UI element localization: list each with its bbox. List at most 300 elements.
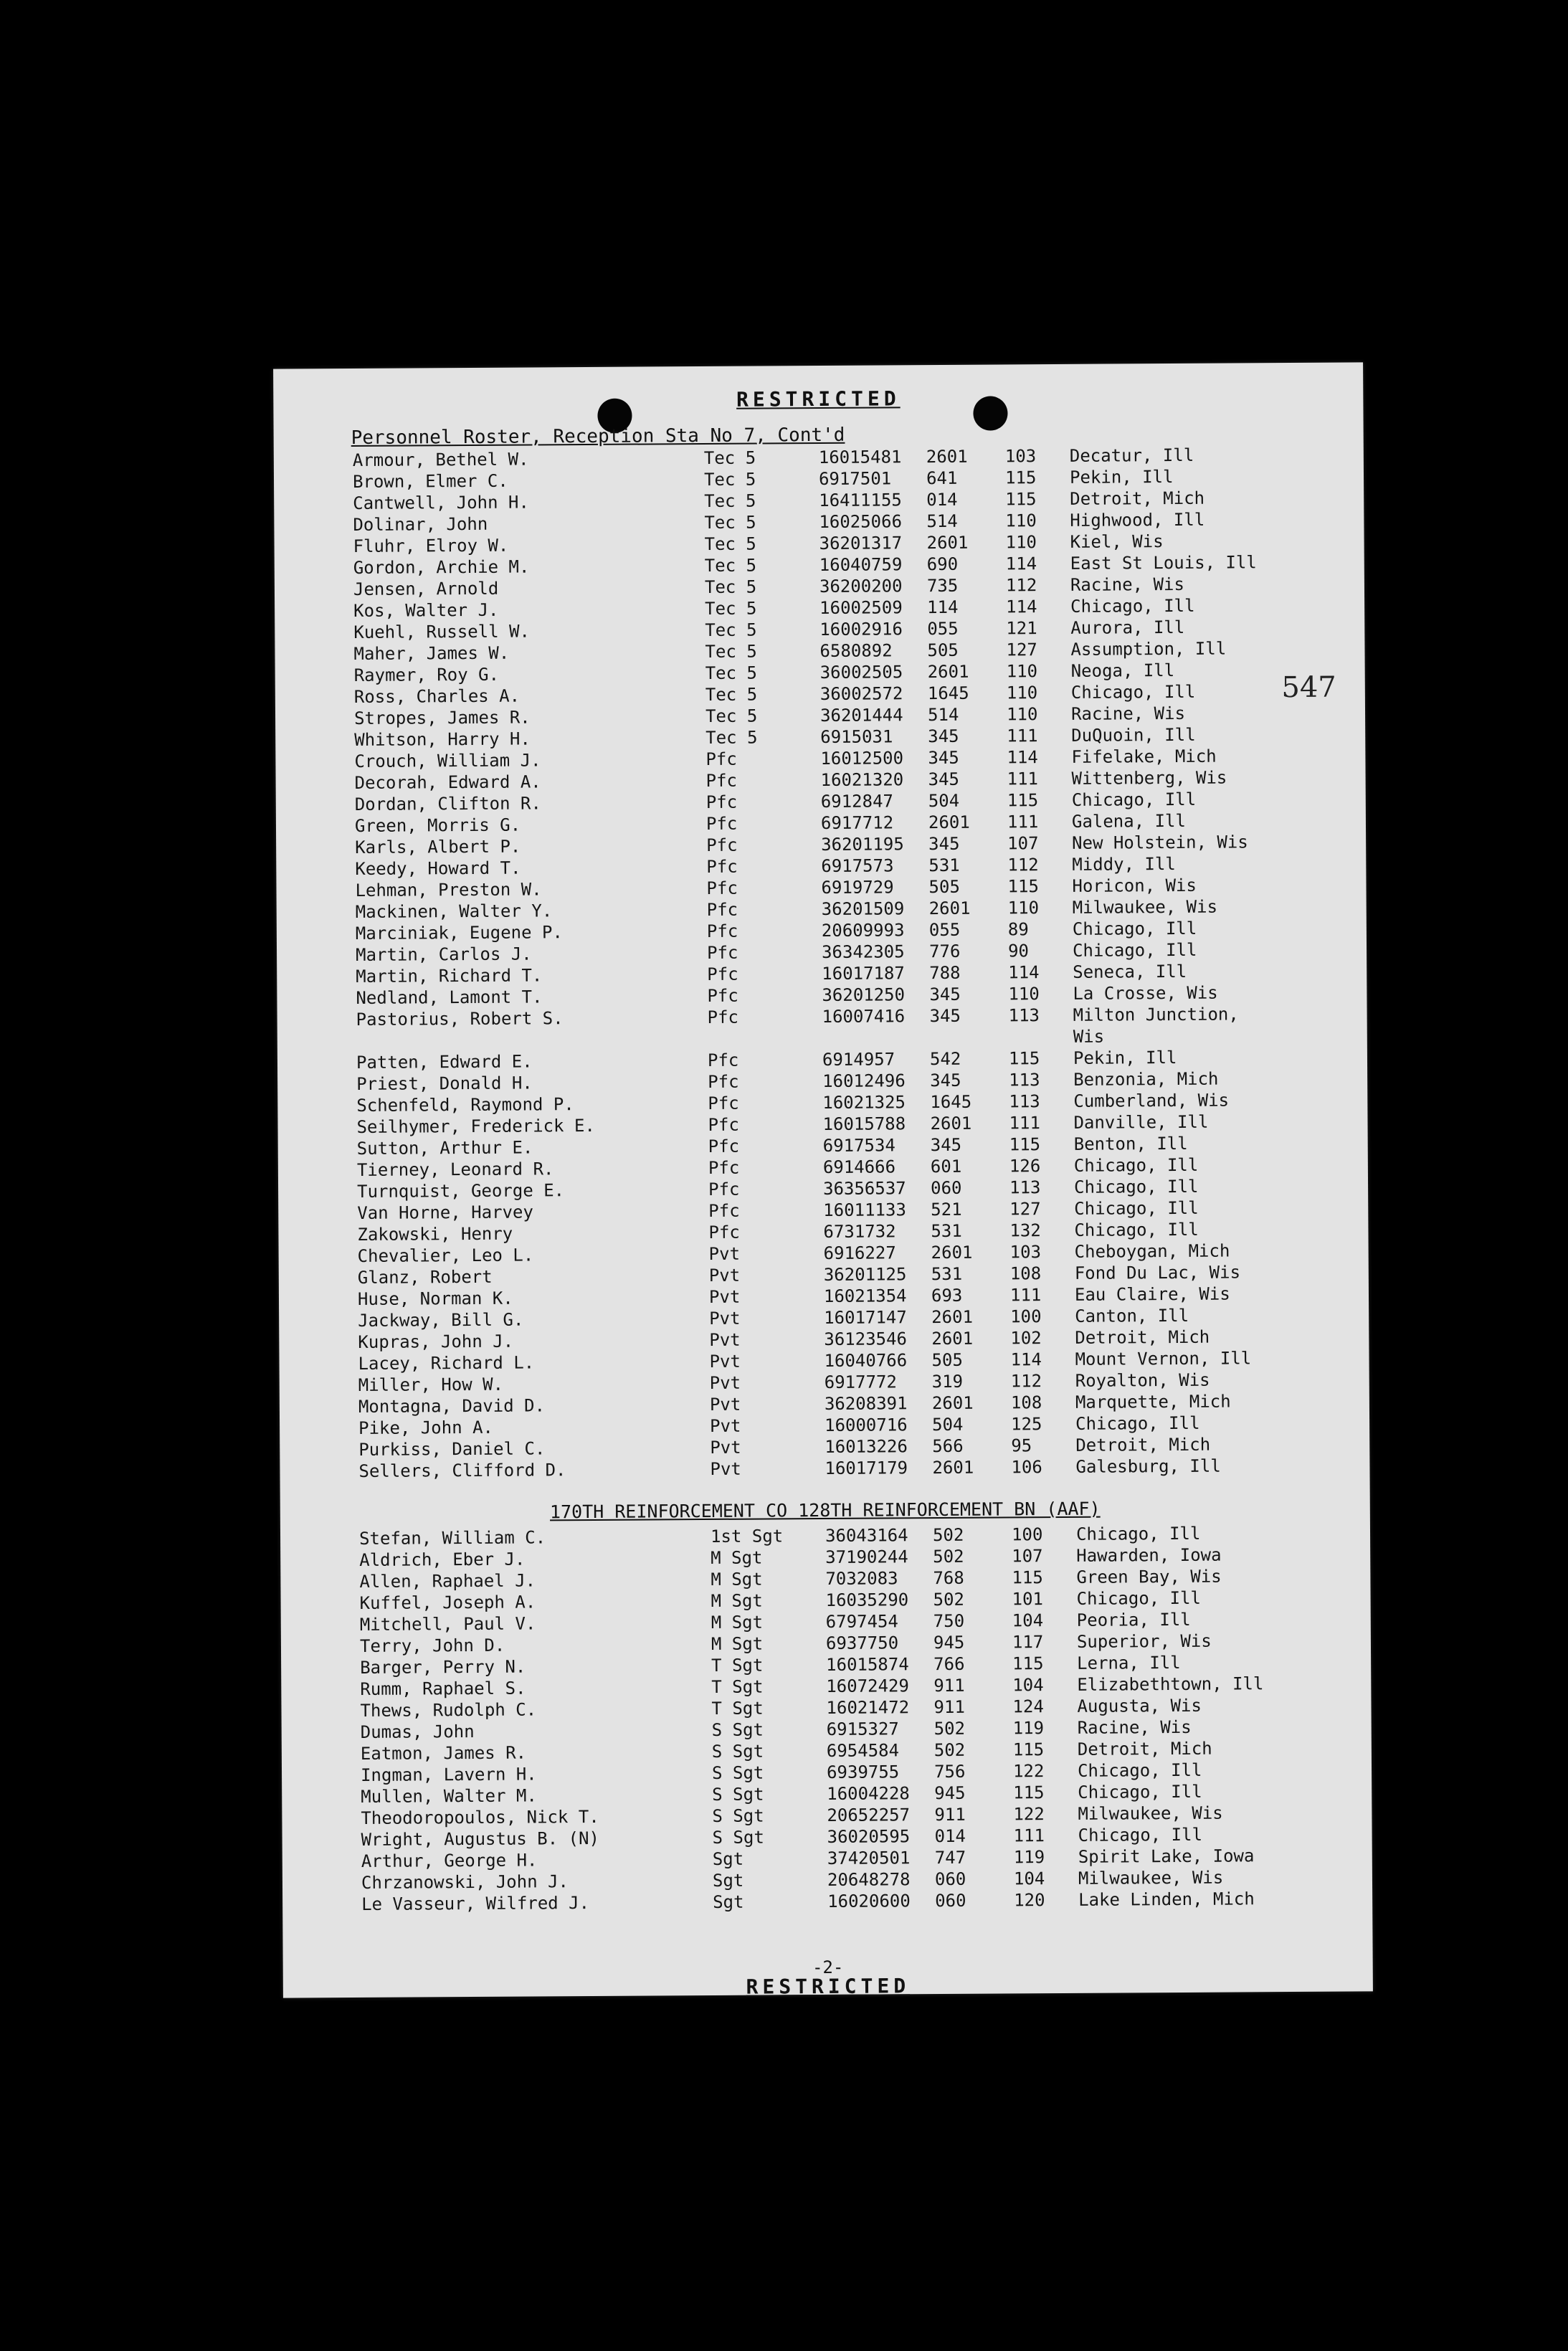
roster-name: Ross, Charles A. <box>353 685 521 707</box>
roster-home: New Holstein, Wis <box>1072 832 1248 853</box>
roster-grade: Tec 5 <box>704 512 756 533</box>
roster-code: 89 <box>1007 919 1029 940</box>
roster-grade: Pfc <box>708 1093 739 1113</box>
roster-home: Galesburg, Ill <box>1075 1455 1221 1477</box>
roster-serial: 16017147 <box>824 1307 907 1328</box>
roster-name: Lehman, Preston W. <box>355 879 542 901</box>
roster-home: Marquette, Mich <box>1075 1391 1231 1412</box>
roster-serial: 36201195 <box>821 834 904 855</box>
roster-mos: 2601 <box>932 1457 974 1478</box>
roster-name: Dolinar, John <box>353 513 488 535</box>
roster-name: Kuffel, Joseph A. <box>359 1592 536 1613</box>
roster-home: Highwood, Ill <box>1070 509 1205 531</box>
roster-name: Mullen, Walter M. <box>361 1785 537 1807</box>
roster-home: DuQuoin, Ill <box>1071 724 1196 746</box>
roster-name: Nedland, Lamont T. <box>356 987 543 1008</box>
roster-mos: 756 <box>933 1761 966 1782</box>
roster-home: Cumberland, Wis <box>1073 1090 1230 1111</box>
roster-code: 127 <box>1009 1199 1041 1220</box>
roster-serial: 16015788 <box>822 1113 906 1135</box>
roster-code: 110 <box>1005 510 1037 531</box>
roster-home: Fond Du Lac, Wis <box>1074 1262 1241 1283</box>
roster-grade: Pfc <box>708 1136 740 1156</box>
roster-serial: 16021472 <box>826 1697 910 1718</box>
roster-home: Chicago, Ill <box>1074 1197 1199 1219</box>
roster-code: 119 <box>1012 1718 1045 1739</box>
roster-name: Eatmon, James R. <box>360 1742 527 1764</box>
roster-mos: 060 <box>935 1890 966 1911</box>
roster-serial: 36201250 <box>822 984 906 1006</box>
roster-code: 126 <box>1009 1156 1041 1177</box>
roster-grade: S Sgt <box>712 1805 764 1826</box>
roster-serial: 6915327 <box>826 1719 899 1739</box>
roster-grade: Pfc <box>705 792 738 812</box>
roster-home: Benton, Ill <box>1073 1133 1188 1154</box>
roster-home: Eau Claire, Wis <box>1074 1283 1230 1305</box>
roster-home: Decatur, Ill <box>1069 445 1194 466</box>
roster-serial: 16015481 <box>818 447 902 468</box>
roster-serial: 6731732 <box>823 1221 896 1242</box>
roster-mos: 345 <box>928 833 960 855</box>
roster-code: 110 <box>1005 532 1037 553</box>
roster-name: Thews, Rudolph C. <box>360 1699 537 1721</box>
roster-grade: T Sgt <box>711 1655 764 1676</box>
roster-serial: 16025066 <box>819 511 903 533</box>
roster-serial: 37420501 <box>827 1848 911 1868</box>
roster-home: La Crosse, Wis <box>1073 982 1218 1004</box>
roster-code: 122 <box>1012 1761 1045 1782</box>
roster-grade: Tec 5 <box>705 662 758 683</box>
roster-serial: 36201317 <box>819 533 903 554</box>
roster-grade: M Sgt <box>711 1612 764 1633</box>
roster-serial: 16020600 <box>827 1891 911 1911</box>
roster-name: Pastorius, Robert S. <box>356 1008 564 1030</box>
roster-mos: 502 <box>933 1546 964 1567</box>
roster-serial: 16002916 <box>819 619 903 640</box>
roster-code: 119 <box>1013 1847 1045 1868</box>
roster-code: 113 <box>1008 1005 1040 1026</box>
roster-home: Hawarden, Iowa <box>1076 1544 1222 1566</box>
roster-home: Chicago, Ill <box>1070 681 1196 703</box>
roster-name: Pike, John A. <box>358 1417 494 1438</box>
roster-mos: 504 <box>932 1414 964 1435</box>
roster-home: Augusta, Wis <box>1077 1695 1202 1716</box>
roster-code: 120 <box>1014 1890 1045 1911</box>
roster-code: 107 <box>1007 833 1039 854</box>
roster-grade: Pvt <box>708 1243 741 1264</box>
roster-home: Chicago, Ill <box>1076 1587 1202 1609</box>
roster-serial: 16411155 <box>819 490 902 511</box>
roster-grade: Sgt <box>712 1848 744 1869</box>
roster-mos: 319 <box>931 1371 964 1392</box>
roster-mos: 345 <box>929 1005 961 1027</box>
roster-home: Horicon, Wis <box>1072 875 1197 896</box>
roster-grade: S Sgt <box>711 1719 764 1740</box>
roster-code: 111 <box>1007 769 1039 789</box>
roster-name: Huse, Norman K. <box>357 1288 513 1309</box>
roster-serial: 16002509 <box>819 597 903 619</box>
roster-code: 115 <box>1012 1567 1043 1588</box>
roster-home: Chicago, Ill <box>1073 1154 1199 1176</box>
roster-name: Martin, Carlos J. <box>355 944 532 965</box>
roster-serial: 16017179 <box>825 1458 908 1478</box>
roster-mos: 601 <box>930 1156 962 1177</box>
roster-home: Chicago, Ill <box>1070 595 1195 617</box>
roster-name: Armour, Bethel W. <box>352 449 529 470</box>
classification-footer: RESTRICTED <box>746 1974 911 1999</box>
roster-home: Benzonia, Mich <box>1073 1068 1219 1090</box>
roster-home: Lake Linden, Mich <box>1078 1889 1255 1910</box>
roster-serial: 6917534 <box>822 1135 895 1156</box>
roster-name: Dordan, Clifton R. <box>354 793 541 814</box>
roster-serial: 36201444 <box>819 705 903 726</box>
roster-mos: 060 <box>934 1868 966 1890</box>
classification-header: RESTRICTED <box>736 386 901 412</box>
roster-code: 111 <box>1013 1825 1045 1846</box>
roster-name: Glanz, Robert <box>357 1266 493 1288</box>
roster-serial: 16011133 <box>823 1200 906 1220</box>
roster-code: 111 <box>1009 1113 1040 1134</box>
roster-grade: M Sgt <box>711 1569 763 1590</box>
roster-mos: 505 <box>928 876 960 898</box>
roster-code: 104 <box>1012 1610 1044 1631</box>
roster-name: Lacey, Richard L. <box>358 1352 535 1374</box>
roster-code: 110 <box>1006 683 1038 703</box>
roster-name: Keedy, Howard T. <box>355 858 521 879</box>
roster-code: 100 <box>1010 1306 1042 1327</box>
roster-serial: 6916227 <box>823 1243 896 1263</box>
roster-code: 110 <box>1007 898 1040 918</box>
roster-serial: 6917772 <box>824 1372 897 1392</box>
roster-grade: Tec 5 <box>703 447 756 468</box>
roster-grade: Sgt <box>712 1870 744 1891</box>
roster-serial: 6939755 <box>826 1762 900 1782</box>
roster-name: Stropes, James R. <box>353 707 531 728</box>
roster-name: Kupras, John J. <box>358 1331 514 1352</box>
roster-home: Wis <box>1073 1026 1105 1047</box>
roster-grade: Pfc <box>708 1157 740 1178</box>
roster-code: 111 <box>1009 1285 1042 1306</box>
roster-serial: 6915031 <box>820 726 893 748</box>
roster-name: Karls, Albert P. <box>355 836 521 858</box>
roster-home: Chicago, Ill <box>1073 1176 1199 1197</box>
roster-grade: Pfc <box>708 1071 739 1092</box>
roster-home: Aurora, Ill <box>1070 617 1185 638</box>
roster-name: Patten, Edward E. <box>356 1051 533 1073</box>
roster-name: Jackway, Bill G. <box>358 1309 524 1331</box>
roster-code: 132 <box>1009 1220 1041 1241</box>
roster-code: 115 <box>1012 1739 1045 1760</box>
roster-home: East St Louis, Ill <box>1070 552 1257 574</box>
roster-code: 117 <box>1012 1632 1044 1653</box>
roster-grade: Tec 5 <box>703 469 756 490</box>
roster-serial: 36201509 <box>821 898 905 920</box>
roster-code: 114 <box>1010 1349 1042 1370</box>
roster-grade: Pvt <box>708 1265 741 1286</box>
roster-grade: Pfc <box>708 1200 740 1221</box>
roster-name: Priest, Donald H. <box>356 1073 533 1094</box>
roster-name: Jensen, Arnold <box>353 578 499 599</box>
roster-home: Chicago, Ill <box>1078 1824 1203 1846</box>
roster-serial: 20609993 <box>821 920 905 941</box>
roster-code: 104 <box>1012 1675 1044 1696</box>
roster-code: 115 <box>1005 489 1037 510</box>
roster-grade: Pvt <box>709 1329 741 1350</box>
roster-code: 110 <box>1006 704 1038 725</box>
roster-grade: Pvt <box>710 1415 741 1436</box>
roster-name: Whitson, Harry H. <box>354 728 531 750</box>
roster-grade: Pvt <box>710 1458 741 1479</box>
roster-code: 115 <box>1008 1048 1040 1069</box>
roster-code: 115 <box>1012 1653 1044 1674</box>
roster-grade: Tec 5 <box>705 641 757 662</box>
roster-grade: Pfc <box>705 770 738 791</box>
roster-serial: 36342305 <box>821 941 905 963</box>
roster-home: Fifelake, Mich <box>1071 746 1217 767</box>
roster-mos: 768 <box>933 1567 964 1589</box>
roster-name: Schenfeld, Raymond P. <box>356 1094 574 1116</box>
roster-mos: 542 <box>929 1048 961 1070</box>
roster-serial: 6914666 <box>822 1156 896 1178</box>
roster-name: Mitchell, Paul V. <box>359 1613 536 1635</box>
roster-serial: 6937750 <box>825 1633 899 1653</box>
roster-name: Montagna, David D. <box>358 1395 546 1417</box>
roster-code: 103 <box>1004 446 1037 467</box>
roster-name: Chevalier, Leo L. <box>357 1245 534 1266</box>
roster-serial: 16007416 <box>822 1006 906 1027</box>
roster-home: Kiel, Wis <box>1070 531 1164 552</box>
roster-mos: 055 <box>927 618 959 640</box>
roster-home: Milton Junction, <box>1073 1004 1239 1025</box>
roster-mos: 1645 <box>930 1091 972 1113</box>
roster-name: Raymer, Roy G. <box>353 664 500 685</box>
roster-code: 103 <box>1009 1242 1042 1263</box>
roster-grade: Tec 5 <box>704 576 757 597</box>
roster-name: Green, Morris G. <box>354 814 521 836</box>
page-number-label: -2- <box>812 1957 844 1978</box>
roster-mos: 690 <box>926 554 959 575</box>
roster-mos: 911 <box>933 1675 965 1696</box>
roster-serial: 6954584 <box>826 1740 900 1761</box>
roster-grade: Tec 5 <box>705 706 758 726</box>
roster-code: 115 <box>1007 790 1039 811</box>
roster-grade: Pfc <box>705 749 737 769</box>
roster-name: Miller, How W. <box>358 1374 504 1395</box>
roster-name: Terry, John D. <box>359 1635 505 1656</box>
roster-code: 125 <box>1010 1414 1042 1435</box>
roster-code: 122 <box>1013 1804 1045 1825</box>
roster-code: 124 <box>1012 1696 1044 1717</box>
roster-grade: S Sgt <box>711 1741 764 1762</box>
roster-serial: 16072429 <box>826 1676 909 1696</box>
roster-code: 101 <box>1012 1589 1044 1610</box>
roster-mos: 502 <box>933 1718 966 1739</box>
roster-home: Cheboygan, Mich <box>1074 1240 1230 1262</box>
roster-mos: 2601 <box>931 1306 974 1328</box>
roster-serial: 6917573 <box>821 855 894 877</box>
roster-code: 112 <box>1010 1371 1042 1392</box>
roster-home: Elizabethtown, Ill <box>1077 1673 1264 1695</box>
roster-home: Chicago, Ill <box>1074 1219 1199 1240</box>
roster-grade: Pvt <box>709 1394 741 1415</box>
roster-code: 107 <box>1012 1546 1043 1567</box>
roster-name: Ingman, Lavern H. <box>360 1764 537 1785</box>
roster-home: Racine, Wis <box>1070 703 1186 724</box>
roster-name: Sellers, Clifford D. <box>358 1460 566 1481</box>
roster-mos: 345 <box>930 1070 961 1091</box>
roster-mos: 2601 <box>927 661 969 683</box>
document-page <box>273 362 1373 1998</box>
roster-serial: 6580892 <box>819 640 893 662</box>
roster-home: Seneca, Ill <box>1073 961 1187 982</box>
roster-home: Pekin, Ill <box>1073 1047 1177 1068</box>
roster-grade: Pfc <box>708 1114 739 1135</box>
roster-mos: 2601 <box>926 532 969 554</box>
section-heading: 170TH REINFORCEMENT CO 128TH REINFORCEMENT BN (AAF) <box>549 1498 1101 1523</box>
roster-mos: 504 <box>928 790 960 812</box>
roster-home: Royalton, Wis <box>1075 1369 1210 1391</box>
roster-serial: 36002505 <box>819 662 903 683</box>
roster-home: Milwaukee, Wis <box>1078 1803 1223 1824</box>
roster-name: Seilhymer, Frederick E. <box>356 1115 595 1137</box>
roster-grade: Tec 5 <box>705 727 758 748</box>
roster-grade: Tec 5 <box>704 533 756 554</box>
roster-code: 108 <box>1010 1392 1042 1413</box>
roster-serial: 16000716 <box>825 1415 908 1435</box>
roster-serial: 6917501 <box>818 468 892 490</box>
roster-code: 106 <box>1011 1457 1042 1478</box>
roster-home: Chicago, Ill <box>1072 918 1197 939</box>
roster-home: Peoria, Ill <box>1076 1609 1191 1630</box>
roster-name: Fluhr, Elroy W. <box>353 535 509 556</box>
roster-home: Detroit, Mich <box>1075 1434 1211 1455</box>
roster-home: Middy, Ill <box>1072 853 1176 875</box>
roster-grade: T Sgt <box>711 1676 764 1697</box>
roster-code: 127 <box>1006 640 1037 660</box>
roster-name: Cantwell, John H. <box>353 492 529 513</box>
roster-serial: 37190244 <box>825 1547 908 1567</box>
roster-grade: Tec 5 <box>705 684 758 705</box>
roster-grade: Pfc <box>706 942 738 963</box>
roster-mos: 693 <box>931 1285 963 1306</box>
roster-grade: Pfc <box>706 878 738 898</box>
roster-mos: 502 <box>933 1589 965 1610</box>
roster-mos: 345 <box>930 1134 962 1156</box>
roster-code: 115 <box>1007 876 1039 897</box>
roster-name: Theodoropoulos, Nick T. <box>361 1806 599 1828</box>
page-stamp-number: 547 <box>1281 670 1336 705</box>
roster-grade: M Sgt <box>711 1547 763 1568</box>
roster-home: Pekin, Ill <box>1069 466 1174 488</box>
roster-name: Aldrich, Eber J. <box>359 1549 526 1570</box>
roster-name: Crouch, William J. <box>354 750 541 771</box>
roster-name: Mackinen, Walter Y. <box>355 901 553 922</box>
roster-grade: Pfc <box>707 1007 739 1027</box>
roster-mos: 055 <box>928 919 961 941</box>
roster-grade: Pfc <box>705 813 738 834</box>
roster-grade: Pfc <box>706 856 738 877</box>
roster-home: Milwaukee, Wis <box>1078 1867 1224 1889</box>
roster-mos: 345 <box>929 984 961 1005</box>
roster-code: 115 <box>1004 467 1037 488</box>
roster-code: 113 <box>1009 1091 1040 1112</box>
roster-serial: 16004228 <box>827 1783 910 1804</box>
roster-serial: 6914957 <box>822 1049 895 1070</box>
roster-serial: 6797454 <box>825 1611 899 1632</box>
roster-mos: 345 <box>928 747 959 769</box>
roster-code: 113 <box>1009 1177 1041 1198</box>
roster-name: Purkiss, Daniel C. <box>358 1438 546 1460</box>
roster-name: Sutton, Arthur E. <box>356 1137 533 1159</box>
roster-name: Tierney, Leonard R. <box>356 1159 554 1180</box>
roster-grade: S Sgt <box>712 1827 764 1848</box>
roster-grade: Pfc <box>707 964 738 984</box>
roster-code: 111 <box>1007 726 1038 746</box>
roster-name: Turnquist, George E. <box>356 1180 565 1202</box>
roster-mos: 945 <box>934 1782 966 1804</box>
roster-grade: Pvt <box>710 1437 741 1458</box>
roster-grade: Pfc <box>707 1050 739 1070</box>
roster-home: Neoga, Ill <box>1070 660 1175 681</box>
roster-mos: 750 <box>933 1610 965 1632</box>
roster-code: 114 <box>1007 747 1038 768</box>
roster-name: Gordon, Archie M. <box>353 556 530 578</box>
roster-grade: Tec 5 <box>704 555 757 576</box>
roster-code: 115 <box>1013 1782 1045 1803</box>
roster-grade: Pfc <box>707 985 738 1006</box>
roster-code: 114 <box>1008 962 1040 983</box>
roster-home: Chicago, Ill <box>1075 1412 1200 1434</box>
roster-grade: S Sgt <box>711 1762 764 1783</box>
roster-mos: 735 <box>926 575 959 597</box>
roster-mos: 502 <box>932 1524 964 1546</box>
roster-home: Detroit, Mich <box>1070 488 1205 509</box>
roster-mos: 060 <box>930 1177 962 1199</box>
roster-serial: 36201125 <box>823 1264 907 1285</box>
roster-grade: Sgt <box>713 1891 744 1912</box>
roster-home: Detroit, Mich <box>1077 1738 1212 1759</box>
roster-home: Spirit Lake, Iowa <box>1078 1846 1255 1867</box>
roster-mos: 514 <box>926 510 958 532</box>
roster-mos: 2601 <box>931 1242 973 1263</box>
roster-home: Green Bay, Wis <box>1076 1566 1222 1587</box>
roster-mos: 505 <box>931 1349 963 1371</box>
roster-code: 112 <box>1005 575 1037 596</box>
roster-serial: 36208391 <box>824 1393 908 1414</box>
roster-code: 102 <box>1010 1328 1042 1349</box>
roster-mos: 788 <box>929 962 961 984</box>
roster-code: 104 <box>1013 1868 1045 1889</box>
roster-grade: Tec 5 <box>704 490 756 511</box>
roster-grade: Tec 5 <box>705 598 757 619</box>
roster-serial: 16040759 <box>819 554 903 576</box>
roster-serial: 20648278 <box>827 1869 911 1890</box>
roster-serial: 16021354 <box>823 1286 907 1306</box>
roster-grade: Pfc <box>708 1179 740 1200</box>
roster-serial: 7032083 <box>825 1568 898 1589</box>
roster-name: Decorah, Edward A. <box>354 771 541 793</box>
roster-code: 111 <box>1007 812 1039 832</box>
roster-mos: 014 <box>926 489 958 510</box>
roster-name: Dumas, John <box>360 1721 475 1742</box>
roster-mos: 514 <box>927 704 959 726</box>
roster-name: Rumm, Raphael S. <box>360 1678 526 1699</box>
roster-name: Martin, Richard T. <box>356 965 543 987</box>
roster-name: Van Horne, Harvey <box>357 1202 533 1223</box>
roster-code: 114 <box>1005 554 1037 574</box>
roster-home: Milwaukee, Wis <box>1072 896 1218 918</box>
roster-code: 108 <box>1009 1263 1042 1284</box>
